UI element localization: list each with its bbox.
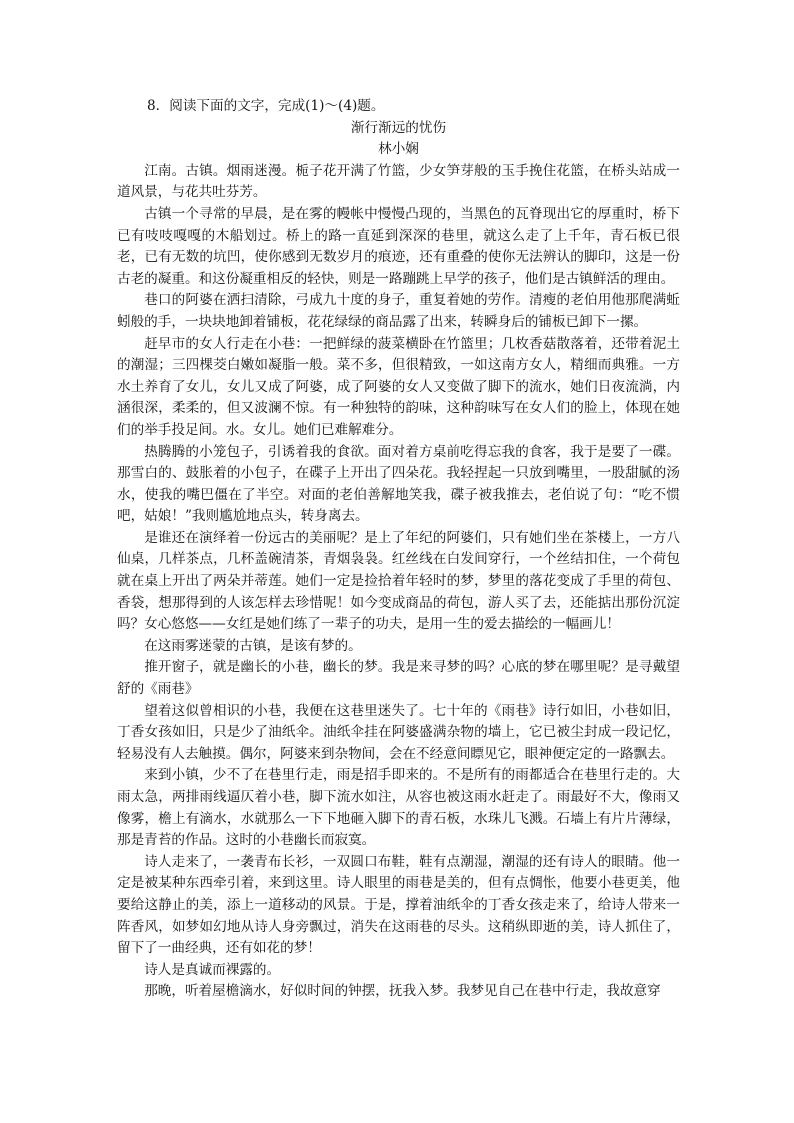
article-title: 渐行渐远的忧伤 <box>350 119 447 136</box>
paragraph: 赶早市的女人行走在小巷：一把鲜绿的菠菜横卧在竹篮里；几枚香菇散落着，还带着泥土的潮湿；三四棵茭白嫩如凝脂一般。菜不多，但很精致，一如这南方女人，精细而典雅。一方水土养育了女儿，女儿又成了阿婆，成了阿婆的女人又变做了脚下的流水，她们日夜流淌，内涵很深，柔柔的，但又波澜不惊。有一种独特的韵味，这种韵味写在女人们的脸上，体现在她们的举手投足间。水。女儿。她们已难解难分。 <box>117 335 680 438</box>
document-page <box>117 96 680 1003</box>
question-prompt: 8．阅读下面的文字，完成(1)～(4)题。 <box>147 98 385 114</box>
paragraph: 推开窗子，就是幽长的小巷，幽长的梦。我是来寻梦的吗？心底的梦在哪里呢？是寻戴望舒的《雨巷》 <box>117 659 680 698</box>
paragraph: 望着这似曾相识的小巷，我便在这巷里迷失了。七十年的《雨巷》诗行如旧，小巷如旧，丁香女孩如旧，只是少了油纸伞。油纸伞挂在阿婆盛满杂物的墙上，它已被尘封成一段记忆，轻易没有人去触摸。偶尔，阿婆来到杂物间，会在不经意间瞟见它，眼神便定定的一路飘去。 <box>117 702 680 762</box>
paragraph: 古镇一个寻常的早晨，是在雾的幔帐中慢慢凸现的，当黑色的瓦脊现出它的厚重时，桥下已有吱吱嘎嘎的木船划过。桥上的路一直延到深深的巷里，就这么走了上千年，青石板已很老，已有无数的坑凹，使你感到无数岁月的痕迹，还有重叠的使你无法辨认的脚印，这是一份古老的凝重。和这份凝重相反的轻快，则是一路蹦跳上早学的孩子，他们是古镇鲜活的理由。 <box>117 205 680 287</box>
paragraph: 来到小镇，少不了在巷里行走，雨是招手即来的。不是所有的雨都适合在巷里行走的。大雨太急，两排雨线逼仄着小巷，脚下流水如注，从容也被这雨水赶走了。雨最好不大，像雨又像雾，檐上有滴水，水就那么一下下地砸入脚下的青石板，水珠儿飞溅。石墙上有片片薄绿，那是青苔的作品。这时的小巷幽长而寂寞。 <box>117 767 680 849</box>
paragraph: 诗人走来了，一袭青布长衫，一双圆口布鞋，鞋有点潮湿，潮湿的还有诗人的眼睛。他一定是被某种东西牵引着，来到这里。诗人眼里的雨巷是美的，但有点惆怅，他要小巷更美，他要给这静止的美，添上一道移动的风景。于是，撑着油纸伞的丁香女孩走来了，给诗人带来一阵香风，如梦如幻地从诗人身旁飘过，消失在这雨巷的尽头。这稍纵即逝的美，诗人抓住了，留下了一曲经典，还有如花的梦！ <box>117 853 680 957</box>
paragraph: 热腾腾的小笼包子，引诱着我的食欲。面对着方桌前吃得忘我的食客，我于是要了一碟。那雪白的、鼓胀着的小包子，在碟子上开出了四朵花。我轻捏起一只放到嘴里，一股甜腻的汤水，使我的嘴巴僵在了半空。对面的老伯善解地笑我，碟子被我推去，老伯说了句：“吃不惯吧，姑娘！”我则尴尬地点头，转身离去。 <box>117 443 680 525</box>
paragraph: 巷口的阿婆在洒扫清除，弓成九十度的身子，重复着她的劳作。清瘦的老伯用他那爬满蚯蚓般的手，一块块地卸着铺板，花花绿绿的商品露了出来，转瞬身后的铺板已卸下一摞。 <box>117 292 680 330</box>
paragraph: 那晚，听着屋檐滴水，好似时间的钟摆，抚我入梦。我梦见自己在巷中行走，我故意穿 <box>144 983 661 1000</box>
paragraph: 江南。古镇。烟雨迷漫。栀子花开满了竹篮，少女笋芽般的玉手挽住花篮，在桥头站成一道风景，与花共吐芬芳。 <box>117 162 680 201</box>
article-author: 林小娴 <box>378 141 419 158</box>
paragraph: 是谁还在演绎着一份远古的美丽呢？是上了年纪的阿婆们，只有她们坐在茶楼上，一方八仙桌，几样茶点，几杯盖碗清茶，青烟袅袅。红丝线在白发间穿行，一个丝结扣住，一个荷包就在桌上开出了两朵并蒂莲。她们一定是捡拾着年轻时的梦，梦里的落花变成了手里的荷包、香袋，想那得到的人该怎样去珍惜呢！如今变成商品的荷包，游人买了去，还能掂出那份沉淀吗？女心悠悠——女红是她们练了一辈子的功夫，是用一生的爱去描绘的一幅画儿！ <box>117 529 680 633</box>
paragraph: 在这雨雾迷蒙的古镇，是该有梦的。 <box>144 637 362 654</box>
paragraph: 诗人是真诚而裸露的。 <box>144 961 281 978</box>
